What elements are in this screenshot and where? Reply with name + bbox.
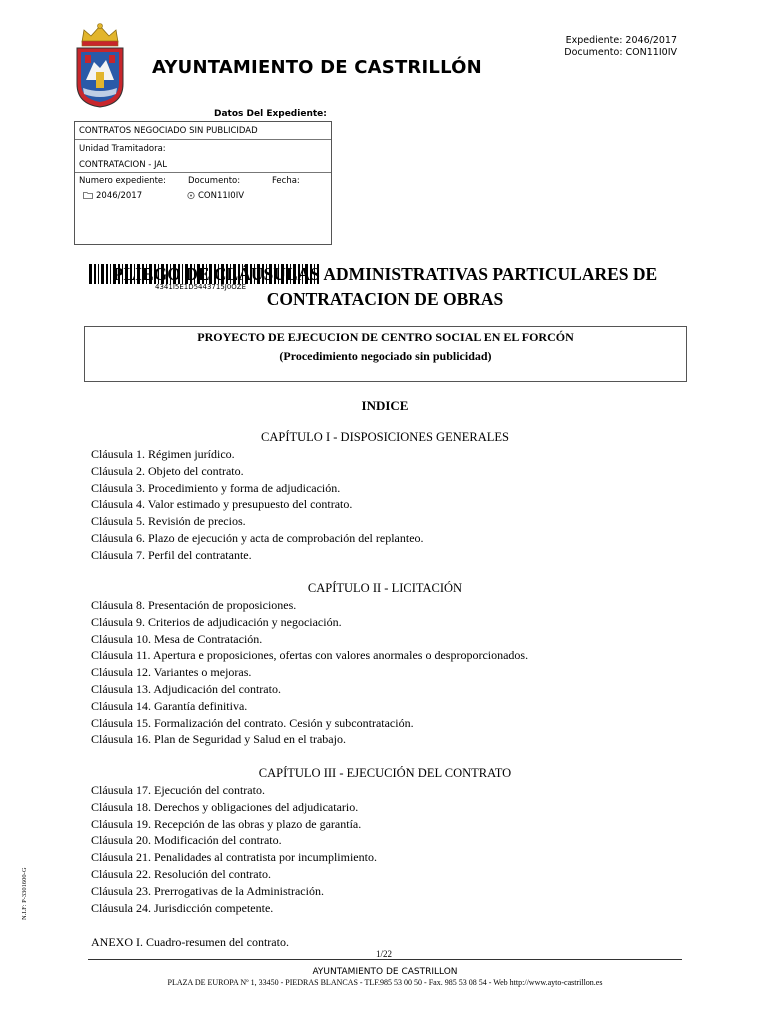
- list-item: Cláusula 7. Perfil del contratante.: [91, 547, 252, 562]
- document-title-line-2: CONTRATACION DE OBRAS: [266, 289, 504, 309]
- footer-divider: [88, 959, 682, 960]
- annex-item: ANEXO I. Cuadro-resumen del contrato.: [91, 935, 289, 949]
- expediente-line: Expediente: 2046/2017: [565, 35, 677, 46]
- documento-value: CON11I0IV: [198, 191, 245, 201]
- documento-label: Documento:: [188, 176, 241, 186]
- list-item: Cláusula 16. Plan de Seguridad y Salud en el trabajo.: [91, 732, 346, 747]
- document-title-line-1: PLIEGO DE CLÁUSULAS ADMINISTRATIVAS PARTICULARES DE: [112, 264, 658, 284]
- page-number: 1/22: [376, 949, 393, 959]
- list-item: Cláusula 18. Derechos y obligaciones del adjudicatario.: [91, 799, 359, 814]
- tipo-expediente: CONTRATOS NEGOCIADO SIN PUBLICIDAD: [79, 126, 258, 136]
- index-heading: INDICE: [361, 398, 409, 413]
- fecha-label: Fecha:: [272, 176, 300, 186]
- list-item: Cláusula 23. Prerrogativas de la Administración.: [91, 883, 324, 898]
- list-item: Cláusula 21. Penalidades al contratista por incumplimiento.: [91, 850, 377, 865]
- unidad-value: CONTRATACION - JAL: [79, 160, 167, 170]
- list-item: Cláusula 19. Recepción de las obras y plazo de garantía.: [91, 816, 362, 831]
- procedure-type: (Procedimiento negociado sin publicidad): [279, 349, 492, 363]
- project-box: [84, 326, 687, 382]
- list-item: Cláusula 11. Apertura e proposiciones, ofertas con valores anormales o desproporcionados.: [91, 648, 529, 663]
- chapter-1-title: CAPÍTULO I - DISPOSICIONES GENERALES: [261, 430, 509, 444]
- chapter-2-title: CAPÍTULO II - LICITACIÓN: [307, 581, 463, 595]
- chapter-3-title: CAPÍTULO III - EJECUCIÓN DEL CONTRATO: [258, 766, 512, 780]
- list-item: Cláusula 5. Revisión de precios.: [91, 514, 246, 529]
- chapter-2-list: [91, 597, 528, 748]
- datos-row-numbers: [75, 173, 331, 291]
- list-item: Cláusula 24. Jurisdicción competente.: [91, 900, 274, 915]
- datos-row-unidad-label: [75, 140, 331, 156]
- list-item: Cláusula 15. Formalización del contrato. Cesión y subcontratación.: [91, 715, 414, 730]
- list-item: Cláusula 10. Mesa de Contratación.: [91, 631, 263, 646]
- footer-organization: AYUNTAMIENTO DE CASTRILLON: [312, 967, 458, 977]
- datos-expediente-label: Datos Del Expediente:: [214, 109, 327, 119]
- datos-expediente-box: [74, 121, 332, 291]
- unidad-label: Unidad Tramitadora:: [79, 144, 166, 154]
- footer-address: PLAZA DE EUROPA Nº 1, 33450 - PIEDRAS BLANCAS - TLF.985 53 00 50 - Fax. 985 53 08 54 - Web http://www.ayto-castrillon.es: [167, 978, 603, 987]
- list-item: Cláusula 14. Garantía definitiva.: [91, 698, 248, 713]
- list-item: Cláusula 20. Modificación del contrato.: [91, 833, 282, 848]
- document-icon: [187, 191, 195, 203]
- documento-line: Documento: CON11I0IV: [564, 47, 677, 58]
- numero-label: Numero expediente:: [79, 176, 167, 186]
- list-item: Cláusula 13. Adjudicación del contrato.: [91, 681, 281, 696]
- datos-row-unidad-value: [75, 156, 331, 173]
- project-name: PROYECTO DE EJECUCION DE CENTRO SOCIAL EN EL FORCÓN: [197, 330, 574, 344]
- list-item: Cláusula 22. Resolución del contrato.: [91, 866, 271, 881]
- list-item: Cláusula 3. Procedimiento y forma de adjudicación.: [91, 480, 341, 495]
- organization-title: AYUNTAMIENTO DE CASTRILLÓN: [152, 57, 482, 78]
- numero-value: 2046/2017: [96, 191, 143, 201]
- document-title: [60, 262, 710, 312]
- coat-of-arms-logo: [74, 22, 126, 108]
- datos-row-tipo: [75, 122, 331, 140]
- list-item: Cláusula 9. Criterios de adjudicación y negociación.: [91, 614, 342, 629]
- list-item: Cláusula 8. Presentación de proposiciones.: [91, 598, 297, 612]
- list-item: Cláusula 2. Objeto del contrato.: [91, 463, 244, 478]
- list-item: Cláusula 4. Valor estimado y presupuesto del contrato.: [91, 497, 353, 512]
- barcode-text: 4341I5E1D5443715J0OZE: [155, 283, 247, 291]
- folder-icon: [83, 191, 93, 202]
- nif-side-text: N.I.F: P-3301600-G: [21, 867, 28, 920]
- list-item: Cláusula 6. Plazo de ejecución y acta de comprobación del replanteo.: [91, 530, 424, 545]
- list-item: Cláusula 12. Variantes o mejoras.: [91, 665, 252, 680]
- chapter-1-list: [91, 446, 424, 564]
- list-item: Cláusula 1. Régimen jurídico.: [91, 447, 235, 461]
- expedient-meta: [564, 35, 677, 59]
- chapter-3-list: [91, 782, 377, 916]
- list-item: Cláusula 17. Ejecución del contrato.: [91, 783, 265, 797]
